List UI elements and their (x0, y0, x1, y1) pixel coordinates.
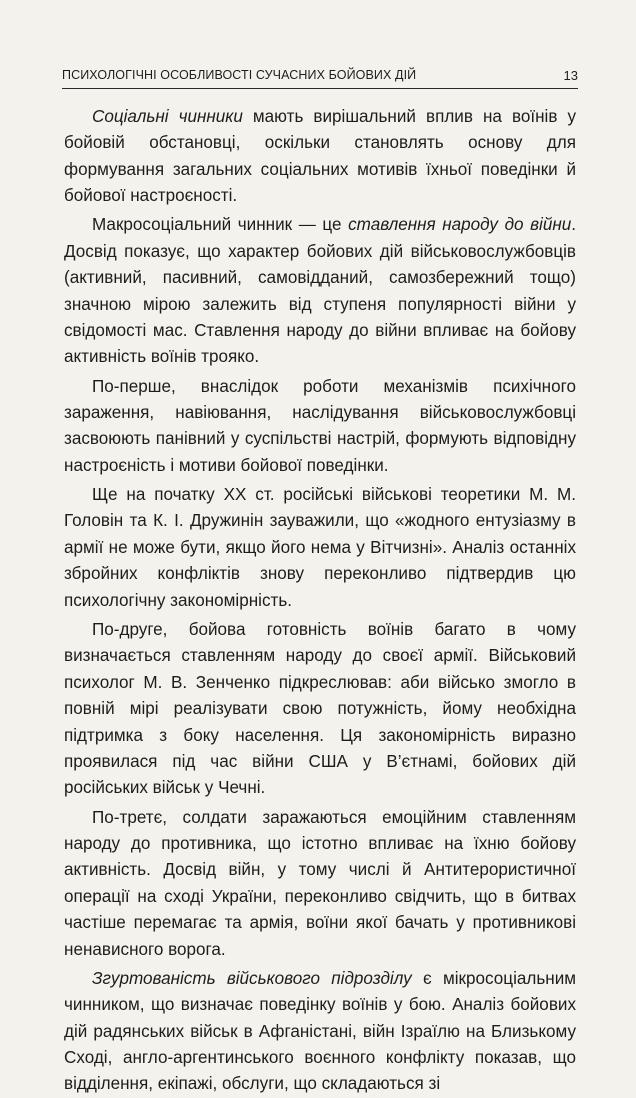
paragraph-social-factors (64, 104, 576, 210)
paragraph-quote (64, 482, 576, 614)
italic-term: Згуртованість військового підрозділу (92, 968, 412, 988)
paragraph-text: є мікросоціальним чинником, що визначає поведінку воїнів у бою. Аналіз бойових дій радянських військ в Афганістані, війн Ізраїлю на Близькому Сході, англо-аргентинського воєнного конфлікту показав, що відділення, екіпажі, обслуги, що складаються зі (64, 968, 576, 1094)
paragraph-macrosocial (64, 212, 576, 370)
paragraph-text: . Досвід показує, що характер бойових дій військовослужбовців (активний, пасивний, самовідданий, самозбережний тощо) значною мірою залежить від ступеня популярності війни у свідомості мас. Ставлення народу до війни впливає на бойову активність воїнів трояко. (64, 215, 576, 367)
running-header (62, 58, 578, 89)
italic-term: Соціальні чинники (92, 107, 243, 126)
paragraph-third (64, 805, 576, 963)
paragraph-first (64, 374, 576, 480)
paragraph-cohesion (64, 966, 576, 1098)
paragraph-lead: Макросоціальний чинник — це (92, 215, 349, 235)
italic-term: ставлення народу до війни (348, 215, 572, 235)
paragraph-text: По-друге, бойова готовність воїнів багато в чому визначається ставленням народу до своєї армії. Військовий психолог М. В. Зенченко підкреслював: аби військо змогло в повній мірі реалізувати свою потужність, йому необхідна підтримка з боку населення. Ця закономірність виразно проявилася під час війни США у В’єтнамі, бойових дій російських військ у Чечні. (64, 619, 576, 798)
paragraph-text: Ще на початку XX ст. російські військові теоретики М. М. Головін та К. І. Дружинін зауважили, що «жодного ентузіазму в армії не може бути, якщо його нема у Вітчизні». Аналіз останніх збройних конфліктів знову переконливо підтвердив цю психологічну закономірність. (64, 485, 576, 610)
paragraph-text: По-третє, солдати заражаються емоційним ставленням народу до противника, що істотно впливає на їхню бойову активність. Досвід війн, у тому числі й Антитерористичної операції на сході України, переконливо свідчить, що в битвах частіше перемагає та армія, воїни якої бачать у противникові ненависного ворога. (64, 807, 576, 959)
paragraph-text: мають вирішальний вплив на воїнів у бойовій обстановці, оскільки становлять основу для формування загальних соціальних мотивів їхньої поведінки й бойової настроєності. (64, 107, 577, 206)
page-number: 13 (563, 68, 578, 83)
paragraph-text: По-перше, внаслідок роботи механізмів психічного зараження, навіювання, наслідування військовослужбовці засвоюють панівний у суспільстві настрій, формують відповідну настроєність і мотиви бойової поведінки. (64, 376, 576, 475)
body-text (64, 104, 576, 1098)
paragraph-second (64, 617, 576, 802)
running-title: ПСИХОЛОГІЧНІ ОСОБЛИВОСТІ СУЧАСНИХ БОЙОВИХ ДІЙ (62, 68, 417, 82)
